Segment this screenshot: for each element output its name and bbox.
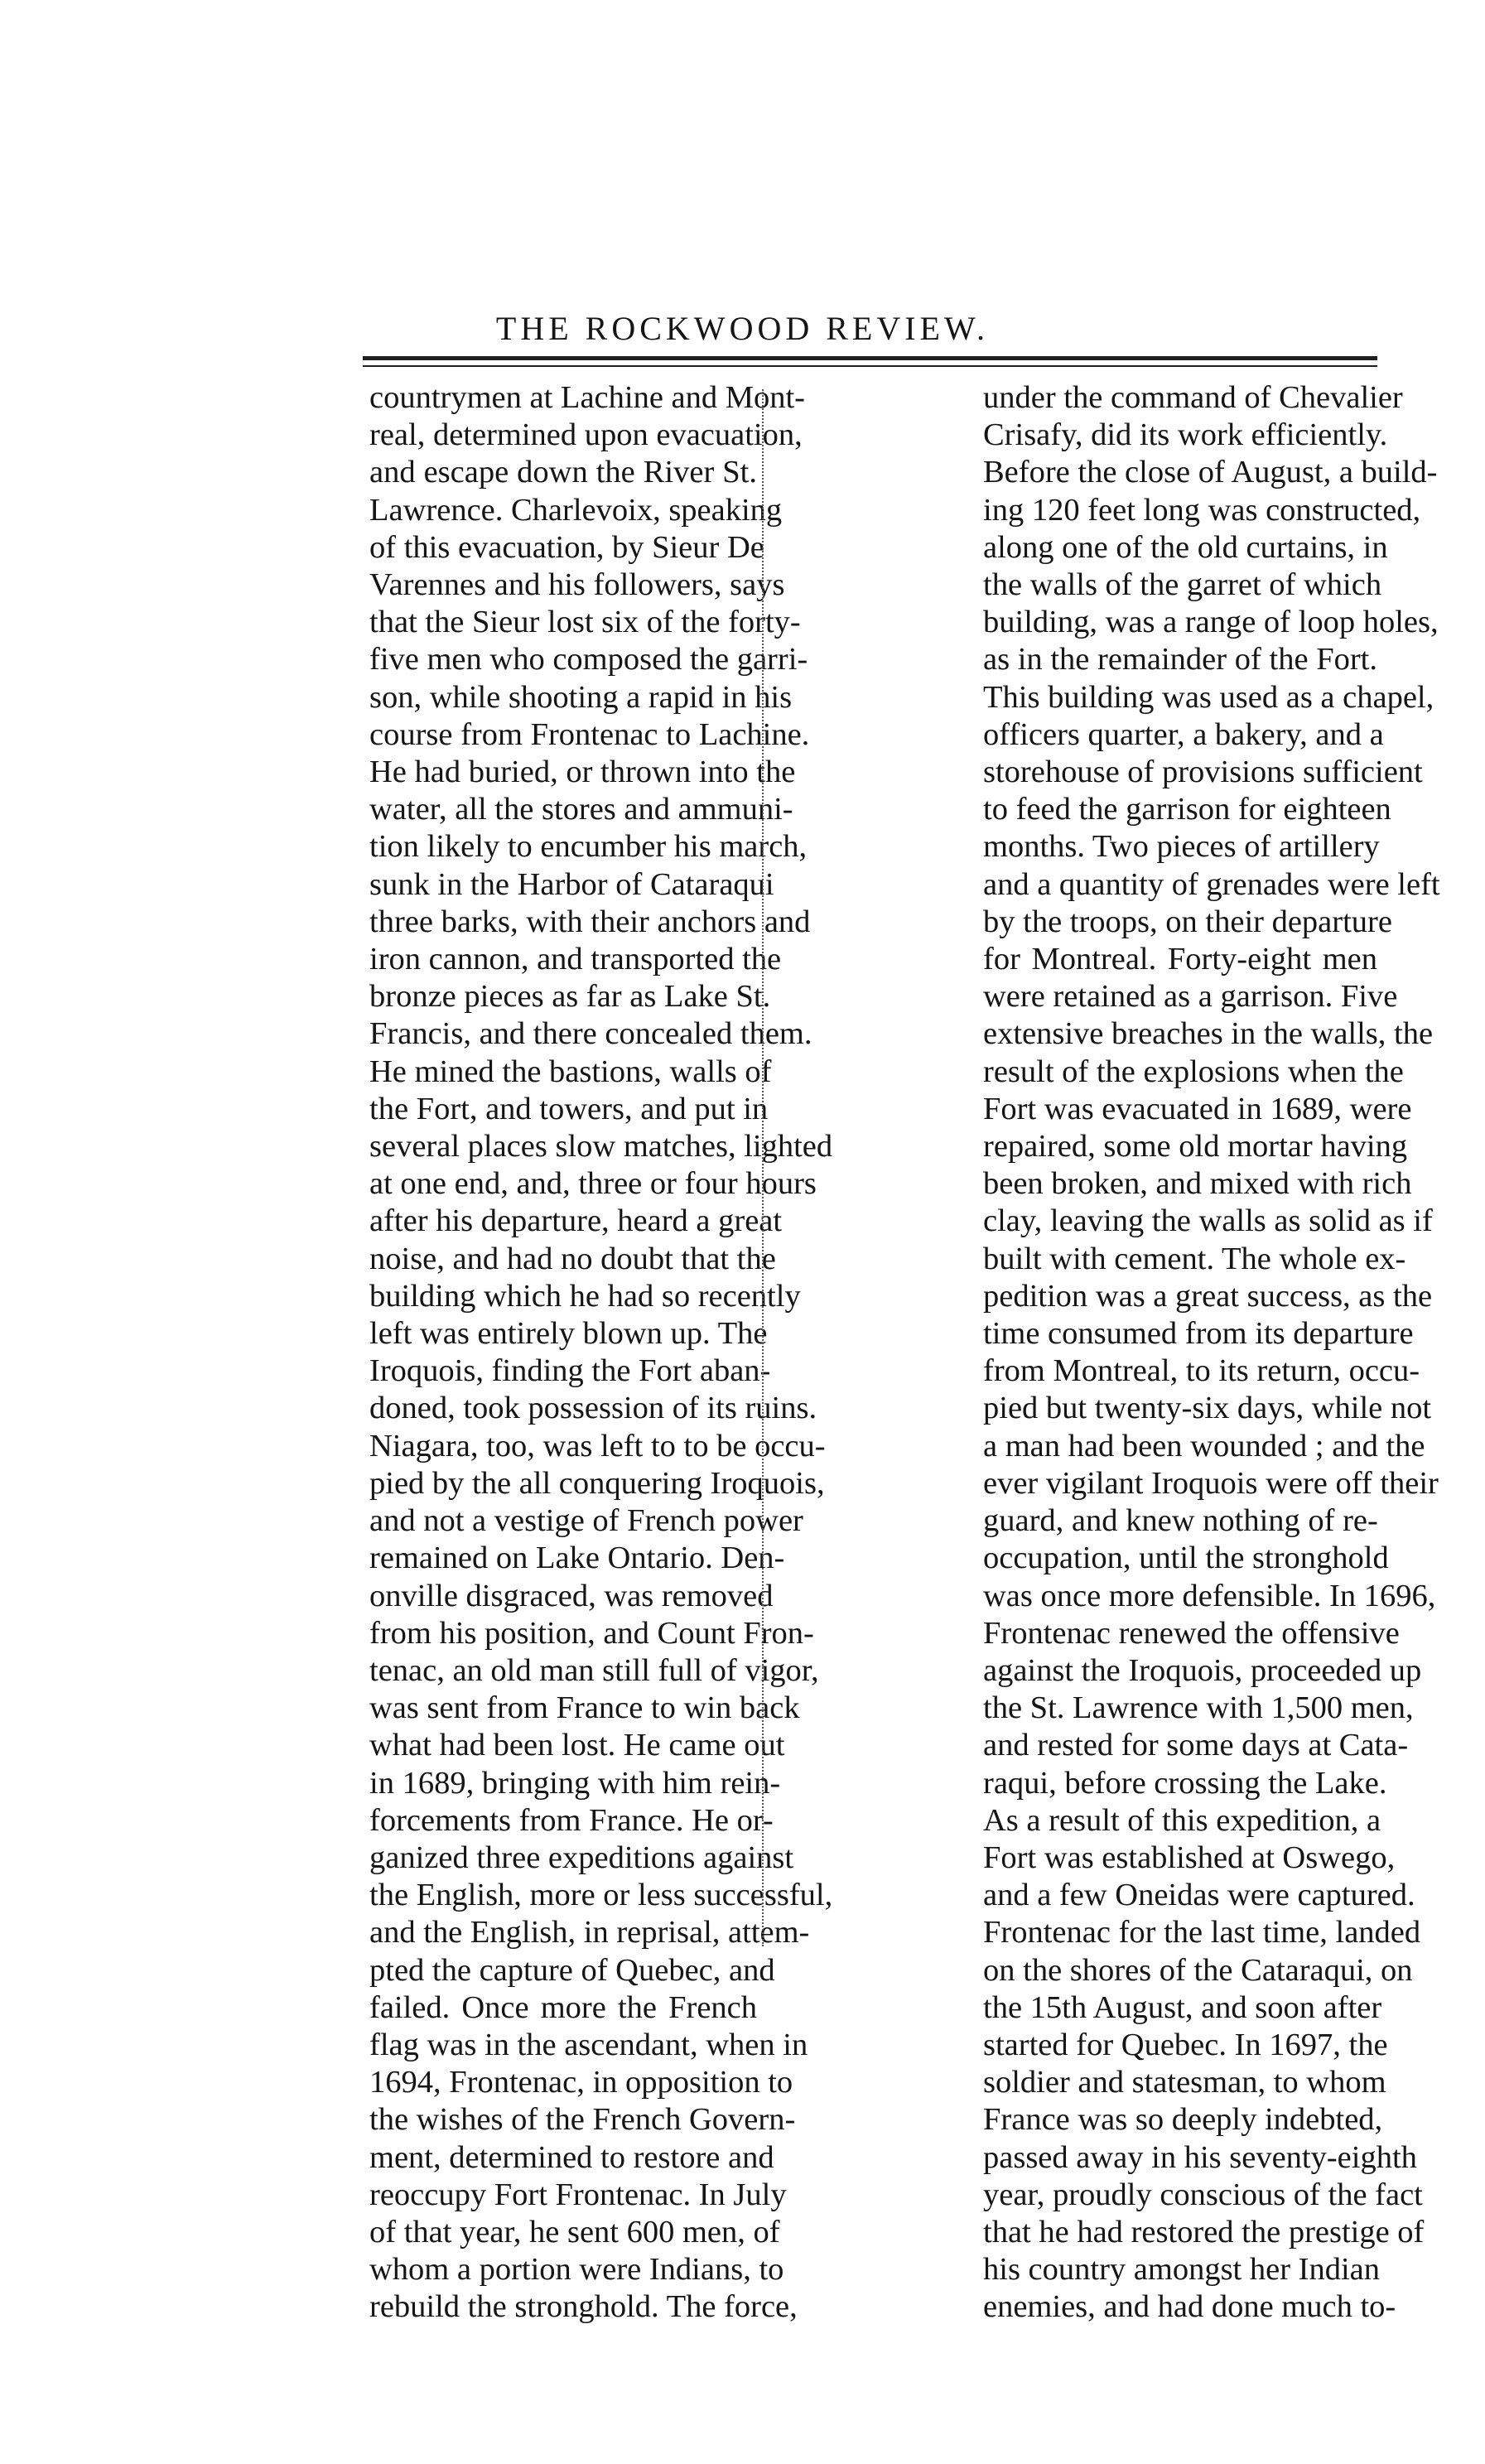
text-line: ganized three expeditions against: [369, 1840, 794, 1875]
header-rule-thin: [363, 365, 1377, 367]
text-line: France was so deeply indebted,: [983, 2102, 1383, 2138]
text-line: pedition was a great success, as the: [983, 1278, 1433, 1314]
text-line: real, determined upon evacuation,: [369, 417, 803, 453]
text-line: Varennes and his followers, says: [369, 567, 785, 603]
text-line: by the troops, on their departure: [983, 904, 1392, 939]
text-line: time consumed from its departure: [983, 1316, 1414, 1352]
text-line: to feed the garrison for eighteen: [983, 792, 1391, 827]
text-line: that the Sieur lost six of the forty-: [369, 605, 801, 640]
text-line: reoccupy Fort Frontenac. In July: [369, 2177, 787, 2212]
text-line: started for Quebec. In 1697, the: [983, 2027, 1388, 2062]
text-line: the 15th August, and soon after: [983, 1989, 1382, 2025]
text-line: flag was in the ascendant, when in: [369, 2027, 808, 2062]
text-line: raqui, before crossing the Lake.: [983, 1765, 1387, 1801]
text-line: rebuild the stronghold. The force,: [369, 2289, 798, 2325]
text-line: failed. Once more the French: [369, 1989, 757, 2025]
text-line: built with cement. The whole ex-: [983, 1241, 1406, 1276]
text-line: pted the capture of Quebec, and: [369, 1952, 775, 1988]
right-column: [983, 379, 1440, 2327]
text-line: as in the remainder of the Fort.: [983, 642, 1377, 677]
text-line: tenac, an old man still full of vigor,: [369, 1652, 819, 1688]
text-line: three barks, with their anchors and: [369, 904, 811, 939]
text-line: been broken, and mixed with rich: [983, 1166, 1412, 1202]
text-line: in 1689, bringing with him rein-: [369, 1765, 781, 1801]
text-line: bronze pieces as far as Lake St.: [369, 979, 771, 1015]
text-line: the walls of the garret of which: [983, 567, 1382, 603]
text-line: ing 120 feet long was constructed,: [983, 492, 1421, 528]
text-line: was once more defensible. In 1696,: [983, 1578, 1436, 1613]
text-line: 1694, Frontenac, in opposition to: [369, 2065, 793, 2100]
text-line: Frontenac for the last time, landed: [983, 1915, 1421, 1950]
text-line: course from Frontenac to Lachine.: [369, 716, 810, 752]
text-line: Francis, and there concealed them.: [369, 1016, 812, 1052]
text-line: pied but twenty-six days, while not: [983, 1391, 1432, 1426]
running-header: THE ROCKWOOD REVIEW.: [495, 310, 990, 347]
left-column: [369, 379, 833, 2327]
text-line: after his departure, heard a great: [369, 1203, 783, 1239]
text-line: for Montreal. Forty-eight men: [983, 942, 1377, 977]
text-line: that he had restored the prestige of: [983, 2214, 1425, 2249]
text-line: months. Two pieces of artillery: [983, 829, 1380, 865]
text-line: He had buried, or thrown into the: [369, 755, 796, 790]
text-line: guard, and knew nothing of re-: [983, 1503, 1378, 1539]
text-line: repaired, some old mortar having: [983, 1129, 1408, 1164]
text-line: a man had been wounded ; and the: [983, 1428, 1425, 1463]
text-line: onville disgraced, was removed: [369, 1578, 774, 1613]
text-line: the wishes of the French Govern-: [369, 2102, 796, 2138]
text-line: This building was used as a chapel,: [983, 679, 1434, 715]
text-line: Fort was established at Oswego,: [983, 1840, 1396, 1875]
text-line: soldier and statesman, to whom: [983, 2065, 1386, 2100]
text-line: the St. Lawrence with 1,500 men,: [983, 1690, 1414, 1726]
text-line: on the shores of the Cataraqui, on: [983, 1952, 1413, 1988]
text-line: several places slow matches, lighted: [369, 1129, 833, 1164]
text-line: and not a vestige of French power: [369, 1503, 803, 1539]
text-line: water, all the stores and ammuni-: [369, 792, 793, 827]
text-line: He mined the bastions, walls of: [369, 1054, 772, 1089]
text-line: left was entirely blown up. The: [369, 1316, 768, 1352]
text-line: from his position, and Count Fron-: [369, 1615, 814, 1651]
text-line: Crisafy, did its work efficiently.: [983, 417, 1388, 453]
text-line: building which he had so recently: [369, 1278, 801, 1314]
text-line: under the command of Chevalier: [983, 380, 1403, 415]
text-line: Lawrence. Charlevoix, speaking: [369, 492, 783, 528]
text-line: storehouse of provisions sufficient: [983, 755, 1423, 790]
text-line: and a few Oneidas were captured.: [983, 1878, 1415, 1913]
text-line: year, proudly conscious of the fact: [983, 2177, 1423, 2212]
text-line: officers quarter, a bakery, and a: [983, 716, 1384, 752]
text-line: noise, and had no doubt that the: [369, 1241, 776, 1276]
text-line: enemies, and had done much to-: [983, 2289, 1396, 2325]
text-line: extensive breaches in the walls, the: [983, 1016, 1434, 1052]
text-line: clay, leaving the walls as solid as if: [983, 1203, 1433, 1239]
text-line: remained on Lake Ontario. Den-: [369, 1541, 785, 1576]
text-line: the Fort, and towers, and put in: [369, 1091, 769, 1126]
text-line: of this evacuation, by Sieur De: [369, 529, 764, 565]
text-line: iron cannon, and transported the: [369, 942, 782, 977]
text-line: Before the close of August, a build-: [983, 455, 1438, 490]
text-line: Iroquois, finding the Fort aban-: [369, 1353, 771, 1389]
text-line: doned, took possession of its ruins.: [369, 1391, 817, 1426]
text-line: and rested for some days at Cata-: [983, 1728, 1409, 1763]
text-line: along one of the old curtains, in: [983, 529, 1388, 565]
text-line: the English, more or less successful,: [369, 1878, 833, 1913]
text-line: against the Iroquois, proceeded up: [983, 1652, 1422, 1688]
text-line: result of the explosions when the: [983, 1054, 1404, 1089]
text-line: whom a portion were Indians, to: [369, 2252, 784, 2288]
text-line: passed away in his seventy-eighth: [983, 2139, 1417, 2175]
text-line: five men who composed the garri-: [369, 642, 808, 677]
text-line: and a quantity of grenades were left: [983, 866, 1440, 902]
text-line: his country amongst her Indian: [983, 2252, 1381, 2288]
text-line: Frontenac renewed the offensive: [983, 1615, 1400, 1651]
text-line: occupation, until the stronghold: [983, 1541, 1389, 1576]
text-line: son, while shooting a rapid in his: [369, 679, 793, 715]
text-line: pied by the all conquering Iroquois,: [369, 1465, 825, 1501]
text-line: forcements from France. He or-: [369, 1802, 774, 1838]
text-line: sunk in the Harbor of Cataraqui: [369, 866, 774, 902]
text-line: was sent from France to win back: [369, 1690, 800, 1726]
text-line: and escape down the River St.: [369, 455, 757, 490]
text-line: of that year, he sent 600 men, of: [369, 2214, 780, 2249]
text-line: countrymen at Lachine and Mont-: [369, 380, 805, 415]
header-rule-thick: [363, 356, 1377, 360]
text-line: Fort was evacuated in 1689, were: [983, 1091, 1412, 1126]
text-line: tion likely to encumber his march,: [369, 829, 808, 865]
text-line: Niagara, too, was left to to be occu-: [369, 1428, 826, 1463]
column-divider: [762, 389, 764, 1946]
text-line: ment, determined to restore and: [369, 2139, 774, 2175]
text-line: building, was a range of loop holes,: [983, 605, 1439, 640]
text-line: ever vigilant Iroquois were off their: [983, 1465, 1439, 1501]
text-line: at one end, and, three or four hours: [369, 1166, 817, 1202]
text-line: were retained as a garrison. Five: [983, 979, 1398, 1015]
text-line: As a result of this expedition, a: [983, 1802, 1381, 1838]
text-line: what had been lost. He came out: [369, 1728, 785, 1763]
text-line: from Montreal, to its return, occu-: [983, 1353, 1420, 1389]
text-line: and the English, in reprisal, attem-: [369, 1915, 810, 1950]
